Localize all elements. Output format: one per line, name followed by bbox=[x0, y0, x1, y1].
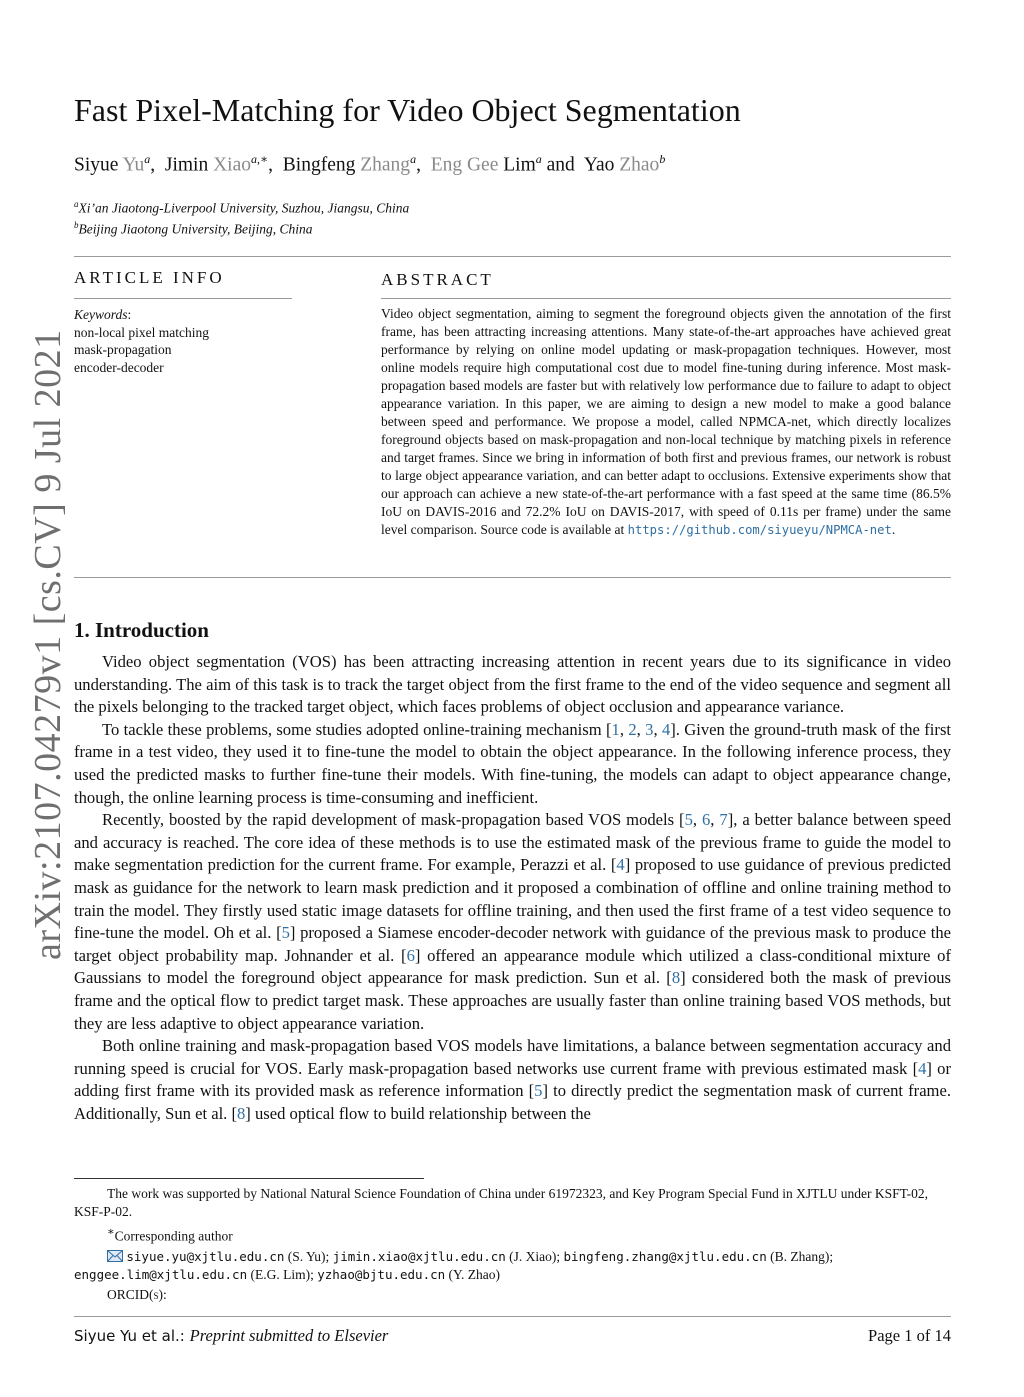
abstract-body bbox=[381, 305, 951, 539]
citation-link[interactable]: 5 bbox=[281, 923, 290, 943]
email-owner: (B. Zhang); bbox=[766, 1248, 834, 1264]
author-first: Siyue bbox=[74, 154, 119, 176]
intro-paragraph bbox=[74, 1035, 951, 1125]
author-last[interactable]: Xiao bbox=[213, 154, 251, 176]
citation-link[interactable]: 7 bbox=[719, 810, 728, 830]
citation-link[interactable]: 3 bbox=[645, 719, 654, 739]
paper-title: Fast Pixel-Matching for Video Object Segmentation bbox=[74, 92, 741, 128]
intro-text: , bbox=[653, 719, 662, 739]
affiliation-mark: a bbox=[74, 199, 79, 209]
email-owner: (Y. Zhao) bbox=[445, 1266, 501, 1282]
citation-link[interactable]: 8 bbox=[671, 968, 681, 988]
citation-link[interactable]: 5 bbox=[684, 810, 693, 830]
keyword-item: encoder-decoder bbox=[74, 359, 164, 375]
email-link[interactable]: yzhao@bjtu.edu.cn bbox=[317, 1266, 446, 1282]
intro-text: ] considered both the mask of previous frame and the optical flow to predict target mask. These approaches are usually faster than online training based VOS methods, but they are less adaptive to object appearance variation. bbox=[74, 968, 952, 1033]
email-owner: (E.G. Lim); bbox=[247, 1266, 318, 1282]
author-first: Jimin bbox=[164, 154, 209, 176]
citation-link[interactable]: 6 bbox=[702, 810, 711, 830]
author-last[interactable]: Zhao bbox=[619, 154, 660, 176]
intro-text: To tackle these problems, some studies adopted online-training mechanism [ bbox=[102, 719, 612, 739]
author-list: Siyue Yu$^a$, Jimin Xiao$^{a,∗}$, Bingfeng Zhang$^a$, Eng Gee Lim$^a$ and Yao Zhao$^b$ bbox=[74, 152, 666, 176]
author-first: Bingfeng bbox=[282, 154, 356, 176]
abstract-end: . bbox=[891, 522, 896, 537]
keyword-item: mask-propagation bbox=[74, 342, 172, 357]
intro-text: Video object segmentation (VOS) has been attracting increasing attention in recent years due to its significance in video understanding. The aim of this task is to track the target object from the first frame to the end of the video sequence and segment all the pixels belonging to the tracked target object, which faces problems of object occlusion and appearance variance. bbox=[74, 652, 951, 717]
affiliation-mark: b bbox=[74, 220, 79, 230]
citation-link[interactable]: 6 bbox=[406, 945, 415, 965]
email-list bbox=[74, 1248, 951, 1284]
intro-text: , bbox=[692, 810, 702, 830]
front-matter-divider bbox=[74, 577, 951, 578]
author-last[interactable]: Yu bbox=[122, 154, 145, 176]
author-affiliation-mark: a bbox=[410, 152, 417, 166]
citation-link[interactable]: 8 bbox=[237, 1103, 246, 1123]
affiliation bbox=[74, 199, 409, 217]
keywords-label: Keywords bbox=[74, 307, 128, 322]
author-first: Yao bbox=[583, 154, 615, 176]
intro-text: ]. Given the ground-truth mask of the first frame in a test video, they used it to fine-tune the model to obtain the object appearance. In the following inference process, they used the predicted masks to further fine-tune their models. With fine-tuning, the models can adapt to object appearance change, though, the online learning process is time-consuming and inefficient. bbox=[74, 719, 952, 807]
author-affiliation-mark: b bbox=[659, 152, 666, 166]
footnote-divider bbox=[74, 1178, 424, 1179]
email-owner: (S. Yu); bbox=[284, 1248, 333, 1264]
intro-paragraph bbox=[74, 719, 951, 809]
citation-link[interactable]: 4 bbox=[918, 1058, 927, 1078]
source-code-link[interactable]: https://github.com/siyueyu/NPMCA-net bbox=[627, 523, 892, 537]
intro-text: Both online training and mask-propagation based VOS models have limitations, a balance between segmentation accuracy and running speed is crucial for VOS. Early mask-propagation based networks use current frame with previous estimated mask [ bbox=[74, 1036, 951, 1078]
keywords-block: Keywords: non-local pixel matching mask-propagation encoder-decoder bbox=[74, 307, 209, 375]
intro-text: ] to directly predict the segmentation mask of current frame. Additionally, Sun et al. [ bbox=[74, 1081, 951, 1123]
affiliation-text: Beijing Jiaotong University, Beijing, China bbox=[78, 221, 313, 237]
intro-paragraph bbox=[74, 809, 951, 1035]
citation-link[interactable]: 4 bbox=[661, 719, 671, 739]
intro-text: , bbox=[619, 719, 629, 739]
abstract-divider bbox=[381, 298, 951, 299]
author-last[interactable]: Zhang bbox=[360, 154, 411, 176]
author-affiliation-mark: a,∗ bbox=[251, 152, 269, 166]
intro-text: , bbox=[710, 810, 720, 830]
article-info-heading: ARTICLE INFO bbox=[74, 268, 225, 287]
arxiv-identifier-stamp: arXiv:2107.04279v1 [cs.CV] 9 Jul 2021 bbox=[27, 329, 69, 960]
citation-link[interactable]: 2 bbox=[628, 719, 637, 739]
section-heading-introduction: 1. Introduction bbox=[74, 618, 209, 642]
author-joiner: and bbox=[546, 154, 575, 176]
email-link[interactable]: siyue.yu@xjtlu.edu.cn bbox=[126, 1248, 285, 1264]
article-info-divider bbox=[74, 298, 292, 299]
abstract-text: Video object segmentation, aiming to segment the foreground objects given the annotation of the first frame, has been attracting increasing attentions. Many state-of-the-art approaches have achieved great performance by relying on online model updating or mask-propagation techniques. However, most online models require high computational cost due to model fine-tuning during inference. Most mask-propagation based models are faster but with relatively low performance due to failure to adapt to object appearance variation. In this paper, we are aiming to design a new model to make a good balance between speed and performance. We propose a model, called NPMCA-net, which directly localizes foreground objects based on mask-propagation and non-local technique by matching pixels in reference and target frames. Since we bring in information of both first and previous frames, our network is robust to large object appearance variation, and can better adapt to occlusions. Extensive experiments show that our approach can achieve a new state-of-the-art performance with a fast speed at the same time (86.5% IoU on DAVIS-2016 and 72.2% IoU on DAVIS-2017, with speed of 0.11s per frame) under the same level comparison. Source code is available at bbox=[381, 306, 951, 537]
intro-text: ] used optical flow to build relationship between the bbox=[245, 1103, 591, 1123]
citation-link[interactable]: 4 bbox=[616, 855, 625, 875]
affiliation bbox=[74, 220, 312, 238]
funding-footnote: The work was supported by National Natural Science Foundation of China under 61972323, and Key Program Special Fund in XJTLU under KSFT-02, KSF-P-02. bbox=[74, 1186, 928, 1219]
email-link[interactable]: enggee.lim@xjtlu.edu.cn bbox=[74, 1266, 248, 1282]
intro-text: , bbox=[636, 719, 646, 739]
corresponding-mark: ∗ bbox=[107, 1226, 115, 1238]
intro-text: ] offered an appearance module which utilized a class-conditional mixture of Gaussians to model the foreground object appearance for mask prediction. Sun et al. [ bbox=[74, 945, 951, 988]
envelope-icon bbox=[107, 1250, 123, 1262]
keyword-item: non-local pixel matching bbox=[74, 324, 209, 340]
intro-text: ] or adding first frame with its provided mask as reference information [ bbox=[74, 1058, 951, 1101]
footnotes bbox=[74, 1185, 951, 1306]
orcid-label: ORCID(s): bbox=[107, 1286, 167, 1302]
running-footer-left bbox=[74, 1326, 388, 1346]
footer-separator: : bbox=[179, 1327, 190, 1345]
header-divider bbox=[74, 256, 951, 257]
footer-divider bbox=[74, 1316, 951, 1317]
author-affiliation-mark: a bbox=[535, 152, 542, 166]
footer-authors: Siyue Yu et al. bbox=[74, 1327, 180, 1345]
author-affiliation-mark: a bbox=[144, 152, 151, 166]
footer-venue: Preprint submitted to Elsevier bbox=[189, 1326, 389, 1345]
intro-text: ], a better balance between speed and accuracy is reached. The core idea of these methods is to use the estimated mask of the previous frame to guide the model to make segmentation prediction for the current frame. For example, Perazzi et al. [ bbox=[74, 810, 952, 875]
corresponding-text: Corresponding author bbox=[114, 1228, 233, 1244]
author-first[interactable]: Eng Gee bbox=[430, 154, 499, 176]
intro-paragraph bbox=[74, 651, 951, 719]
corresponding-author-note bbox=[74, 1223, 951, 1246]
intro-text: Recently, boosted by the rapid development of mask-propagation based VOS models [ bbox=[102, 810, 685, 830]
page-number: Page 1 of 14 bbox=[868, 1326, 951, 1345]
email-link[interactable]: bingfeng.zhang@xjtlu.edu.cn bbox=[563, 1248, 767, 1264]
intro-text: ] proposed to use guidance of previous predicted mask as guidance for the network to learn mask prediction and it proposed a combination of offline and online training method to train the model. They firstly used static image datasets for offline training, and then used the first frame of a test video sequence to fine-tune the model. Oh et al. [ bbox=[74, 855, 951, 943]
citation-link[interactable]: 1 bbox=[611, 719, 620, 739]
affiliation-text: Xi’an Jiaotong-Liverpool University, Suzhou, Jiangsu, China bbox=[78, 200, 410, 216]
abstract-heading: ABSTRACT bbox=[381, 270, 494, 289]
intro-text: ] proposed a Siamese encoder-decoder network with guidance of the previous mask to produce the target object probability map. Johnander et al. [ bbox=[74, 923, 951, 965]
introduction-body bbox=[74, 651, 951, 1125]
email-owner: (J. Xiao); bbox=[505, 1248, 564, 1264]
citation-link[interactable]: 5 bbox=[534, 1081, 543, 1101]
email-link[interactable]: jimin.xiao@xjtlu.edu.cn bbox=[332, 1248, 506, 1264]
author-last: Lim bbox=[503, 154, 536, 176]
